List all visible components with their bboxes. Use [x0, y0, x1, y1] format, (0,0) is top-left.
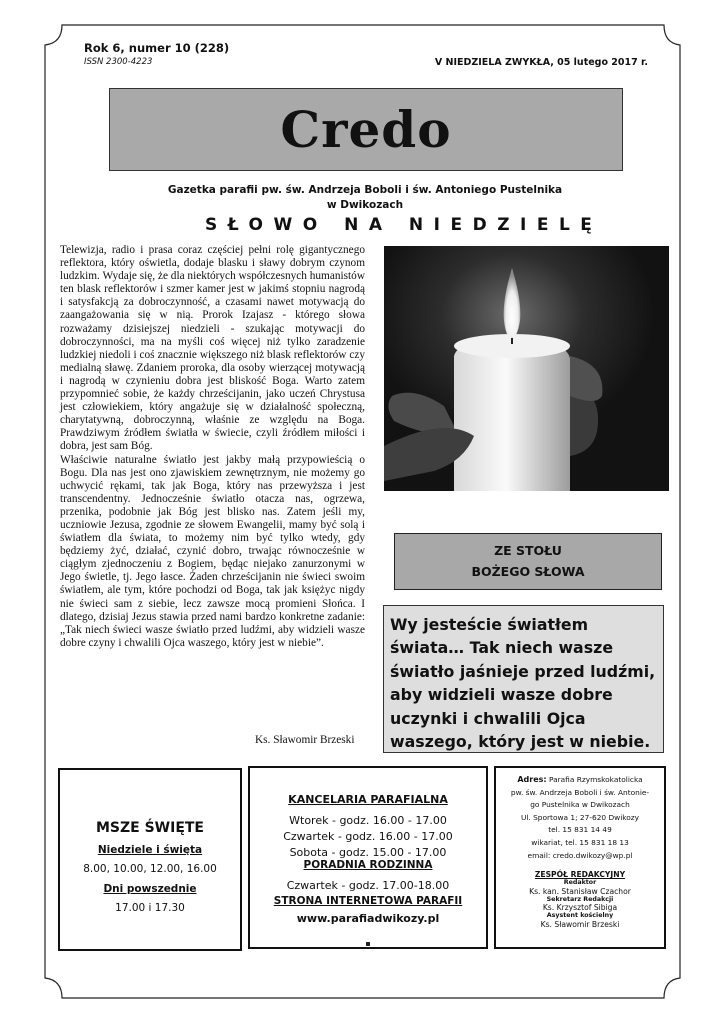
ze-stolu-line: BOŻEGO SŁOWA: [471, 564, 585, 579]
sundays-times: 8.00, 10.00, 12.00, 16.00: [83, 863, 217, 875]
issn: ISSN 2300-4223: [84, 57, 153, 67]
team-member: Ks. Sławomir Brzeski: [540, 919, 620, 929]
article-body: [60, 244, 365, 650]
address-line: Parafia Rzymskokatolicka: [548, 775, 643, 784]
counseling-title: PORADNIA RODZINNA: [303, 859, 433, 871]
email[interactable]: email: credo.dwikozy@wp.pl: [527, 850, 633, 860]
counseling-hours: Czwartek - godz. 17.00-18.00: [286, 879, 450, 892]
section-title: SŁOWO NA NIEDZIELĘ: [205, 215, 603, 235]
masthead-subtitle: [140, 183, 590, 213]
address-line: pw. św. Andrzeja Boboli i św. Antonie-: [510, 787, 650, 797]
subtitle-line: w Dwikozach: [326, 199, 404, 211]
subtitle-line: Gazetka parafii pw. św. Andrzeja Boboli i św. Antoniego Pustelnika: [167, 184, 563, 196]
ze-stolu-line: ZE STOŁU: [494, 543, 562, 558]
address-label: Adres:: [517, 775, 547, 784]
issue-date: V NIEDZIELA ZWYKŁA, 05 lutego 2017 r.: [434, 57, 648, 68]
article-paragraph: Właściwie naturalne światło jest jakby małą przypowieścią o Bogu. Dla nas jest ono zjawiskiem zewnętrznym, nie możemy go uchwycić rękami, tak jak Boga, który nas przewyższa i jest transcendentny. Jednocześnie światło otacza nas, ogrzewa, przenika, podobnie jak Bóg jest blisko nas. Zatem jeśli my, uczniowie Jezusa, zgodnie ze słowem Ewangelii, mamy być solą i światłem dla świata, to możemy nim być tylko wtedy, gdy będziemy żyć, działać, czynić dobro, trwając równocześnie w ciągłym zjednoczeniu z Bogiem, będąc niejako zanurzonymi w Jego świetle, tj. Jego łasce. Żaden chrześcijanin nie świeci swoim światłem, ale tym, które pochodzi od Boga, tak jak księżyc nigdy nie świeci sam z siebie, lecz zawsze mocą promieni Słońca. I dlatego, dzisiaj Jezus stawia przed nami bardzo konkretne zadanie: „Tak niech świeci wasze światło przed ludźmi, aby widzieli wasze dobre czyny i chwalili Ojca waszego, który jest w niebie”.: [60, 453, 365, 649]
team-member: Ks. kan. Stanisław Czachor: [529, 886, 631, 896]
weekdays-label: Dni powszednie: [103, 883, 197, 895]
office-box: [248, 766, 488, 949]
article-paragraph: Telewizja, radio i prasa coraz częściej pełni rolę gigantycznego reflektora, który oświetla, dodaje blasku i sławy dobrym czynom ludzkim. Wydaje się, że dla niektórych współczesnych humanistów ten blask reflektorów i szmer kamer jest w jakimś stopniu nagrodą i satysfakcją za dobroczynność, a czasami nawet motywacją do zaangażowania się w nią. Prorok Izajasz - którego słowa rozważamy dzisiejszej niedzieli - szukając motywacji do dobroczynności, ma na myśli coś więcej niż tylko zaradzenie ludzkiej niedoli i coś znacznie większego niż blask reflektorów czy medialną sławę. Zdaniem proroka, dla osoby wierzącej motywacją i nagrodą w czynieniu dobra jest bliskość Boga. Warto zatem przypomnieć sobie, że każdy chrześcijanin, jako uczeń Chrystusa jest człowiekiem, który angażuje się w działalność społeczną, charytatywną, dobroczynną, właśnie ze względu na Boga. Prawdziwym źródłem światła w świecie, czyli źródłem miłości i dobra, jest sam Bóg.: [60, 244, 365, 453]
masthead-title: Credo: [280, 100, 452, 159]
office-hours-line: Sobota - godz. 15.00 - 17.00: [289, 846, 447, 859]
team-member: Ks. Krzysztof Sibiga: [542, 903, 618, 913]
masses-box: [58, 768, 242, 951]
masses-title: MSZE ŚWIĘTE: [95, 820, 204, 836]
candle-photo: [384, 246, 669, 491]
team-title: ZESPÓŁ REDAKCYJNY: [534, 870, 626, 880]
article-author: Ks. Sławomir Brzeski: [255, 734, 355, 746]
team-role: Asystent kościelny: [546, 912, 614, 920]
office-hours-line: Czwartek - godz. 16.00 - 17.00: [283, 830, 453, 843]
address-line: go Pustelnika w Dwikozach: [530, 800, 630, 810]
address-block: [496, 774, 664, 862]
phone: tel. 15 831 14 49: [548, 825, 612, 835]
phone-vicarage: wikariat, tel. 15 831 18 13: [531, 837, 629, 847]
ze-stolu-box: [394, 533, 662, 590]
address-box: [494, 766, 666, 949]
address-line: Ul. Sportowa 1; 27-620 Dwikozy: [520, 812, 640, 822]
gospel-quote: Wy jesteście światłem świata… Tak niech wasze światło jaśnieje przed ludźmi, aby widzieli wasze dobre uczynki i chwalili Ojca waszego, który jest w niebie.: [383, 605, 664, 753]
issue-number: Rok 6, numer 10 (228): [84, 41, 230, 55]
website-title: STRONA INTERNETOWA PARAFII: [273, 895, 463, 907]
team-role: Sekretarz Redakcji: [546, 895, 614, 903]
office-hours-line: Wtorek - godz. 16.00 - 17.00: [289, 814, 447, 827]
issue-info: [84, 41, 229, 67]
masthead: [109, 88, 623, 171]
website-link[interactable]: www.parafiadwikozy.pl: [296, 912, 440, 925]
footer-mark: [366, 942, 370, 946]
sundays-label: Niedziele i święta: [97, 844, 203, 856]
office-title: KANCELARIA PARAFIALNA: [288, 793, 448, 806]
weekdays-times: 17.00 i 17.30: [115, 902, 185, 914]
team-role: Redaktor: [563, 879, 597, 887]
